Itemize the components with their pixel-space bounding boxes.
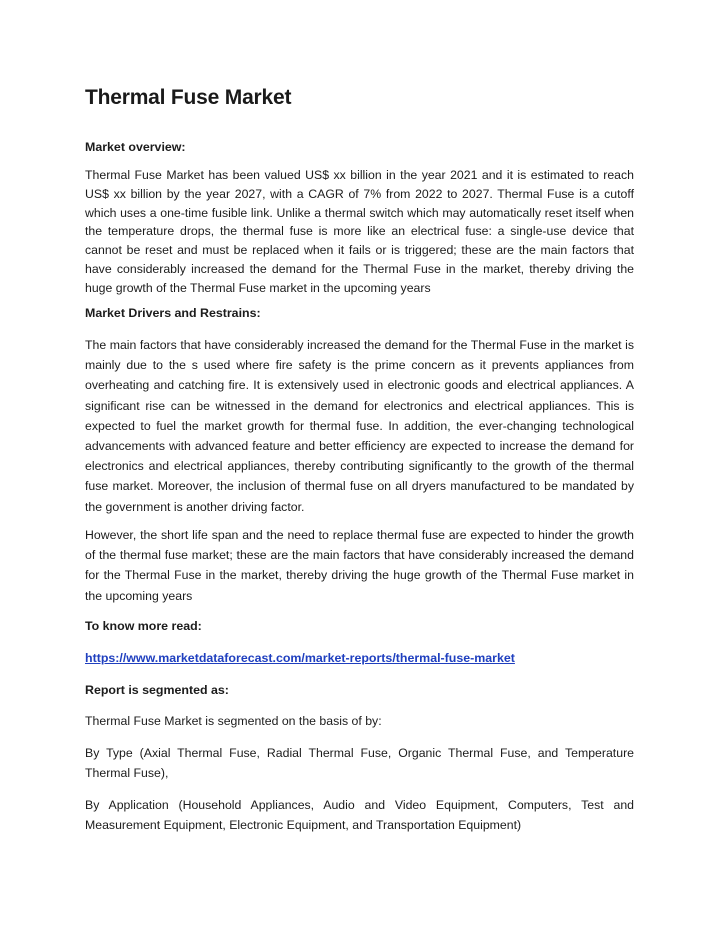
segments-intro: Thermal Fuse Market is segmented on the basis of by: [85, 714, 382, 728]
drivers-heading-block [85, 306, 634, 320]
segments-heading: Report is segmented as: [85, 683, 229, 697]
segments-by-application-block [85, 795, 634, 835]
segments-by-type: By Type (Axial Thermal Fuse, Radial Thermal Fuse, Organic Thermal Fuse, and Temperature Thermal Fuse), [85, 746, 634, 781]
restraints-section [85, 525, 634, 606]
market-overview-heading: Market overview: [85, 140, 186, 154]
drivers-paragraph-1: The main factors that have considerably increased the demand for the Thermal Fuse in the market is mainly due to the s used where fire safety is the prime concern as it prevents appliances from overheating and catching fire. It is extensively used in electronic goods and electrical appliances. A significant rise can be witnessed in the demand for electronics and electrical appliances. This is expected to fuel the market growth for thermal fuse. In addition, the ever-changing technological advancements with advanced feature and better efficiency are expected to increase the demand for electronics and electrical appliances, thereby contributing significantly to the growth of the thermal fuse market. Moreover, the inclusion of thermal fuse on all dryers manufactured to be mandated by the government is another driving factor. [85, 338, 634, 514]
report-link[interactable]: https://www.marketdataforecast.com/market-reports/thermal-fuse-market [85, 651, 515, 665]
drivers-heading: Market Drivers and Restrains: [85, 306, 261, 320]
segments-by-type-block [85, 743, 634, 783]
market-overview-section [85, 166, 634, 298]
report-link-block [85, 649, 634, 667]
segments-by-application: By Application (Household Appliances, Audio and Video Equipment, Computers, Test and Measurement Equipment, Electronic Equipment, and Transportation Equipment) [85, 798, 634, 833]
drivers-paragraph-2: However, the short life span and the need to replace thermal fuse are expected to hinder the growth of the thermal fuse market; these are the main factors that have considerably increased the demand for the Thermal Fuse in the market, thereby driving the huge growth of the Thermal Fuse market in the upcoming years [85, 528, 634, 603]
document-title: Thermal Fuse Market [85, 86, 292, 109]
know-more-heading-block [85, 619, 634, 633]
segments-intro-block [85, 712, 634, 731]
know-more-heading: To know more read: [85, 619, 202, 633]
drivers-section [85, 335, 634, 517]
segments-heading-block [85, 683, 634, 697]
market-overview-heading-block [85, 140, 634, 154]
market-overview-paragraph: Thermal Fuse Market has been valued US$ xx billion in the year 2021 and it is estimated to reach US$ xx billion by the year 2027, with a CAGR of 7% from 2022 to 2027. Thermal Fuse is a cutoff which uses a one-time fusible link. Unlike a thermal switch which may automatically reset itself when the temperature drops, the thermal fuse is more like an electrical fuse: a single-use device that cannot be reset and must be replaced when it fails or is triggered; these are the main factors that have considerably increased the demand for the Thermal Fuse in the market, thereby driving the huge growth of the Thermal Fuse market in the upcoming years [85, 168, 634, 295]
